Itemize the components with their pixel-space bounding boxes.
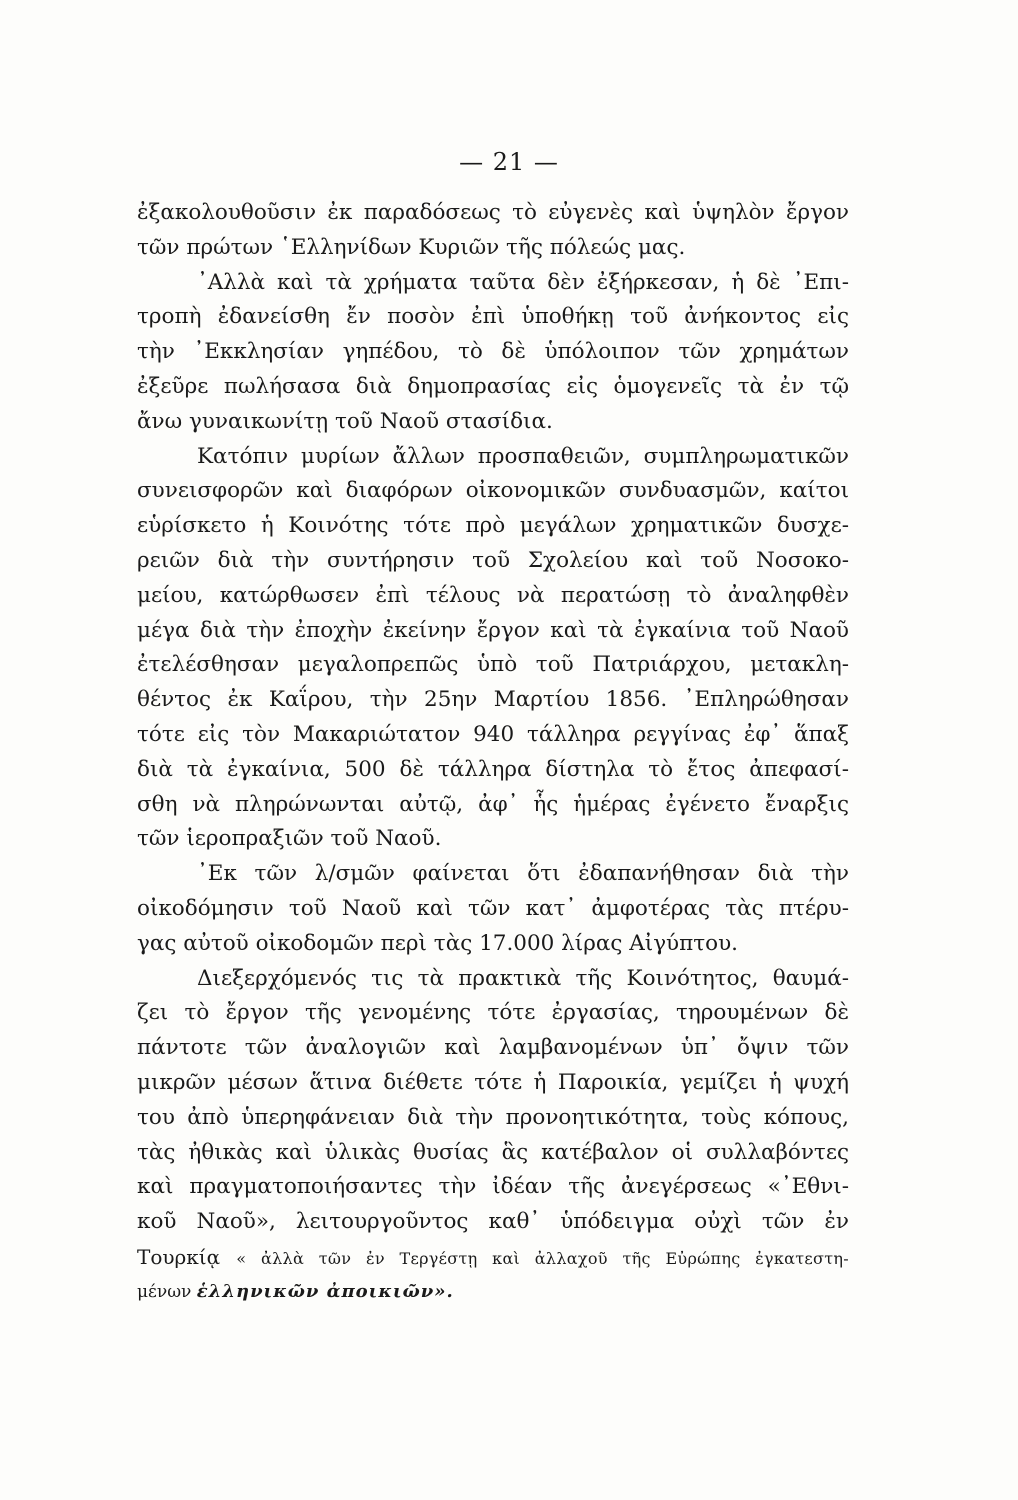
- text-line: ρειῶν διὰ τὴν συντήρησιν τοῦ Σχολείου καὶ τοῦ Νοσοκο-: [137, 547, 849, 573]
- text-line: του ἀπὸ ὑπερηφάνειαν διὰ τὴν προνοητικότητα, τοὺς κόπους,: [137, 1104, 849, 1130]
- text-line: διὰ τὰ ἐγκαίνια, 500 δὲ τάλληρα δίστηλα τὸ ἔτος ἀπεφασί-: [137, 756, 849, 782]
- text-line: ᾿Εκ τῶν λ/σμῶν φαίνεται ὅτι ἐδαπανήθησαν διὰ τὴν: [197, 861, 849, 887]
- text-line: σθη νὰ πληρώνωνται αὐτῷ, ἀφ᾿ ἧς ἡμέρας ἐγένετο ἔναρξις: [137, 791, 849, 817]
- page-number: — 21 —: [459, 148, 559, 176]
- text-line: ἐτελέσθησαν μεγαλοπρεπῶς ὑπὸ τοῦ Πατριάρχου, μετακλη-: [137, 652, 849, 678]
- text-line: Κατόπιν μυρίων ἄλλων προσπαθειῶν, συμπληρωματικῶν: [197, 443, 849, 469]
- text-line: τότε εἰς τὸν Μακαριώτατον 940 τάλληρα ρεγγίνας ἐφ᾿ ἅπαξ: [137, 721, 849, 747]
- text-line: τῶν πρώτων ῾Ελληνίδων Κυριῶν τῆς πόλεώς μας.: [137, 234, 686, 260]
- text-line: ἐξεῦρε πωλήσασα διὰ δημοπρασίας εἰς ὁμογενεῖς τὰ ἐν τῷ: [137, 373, 849, 399]
- text-line: [137, 1240, 849, 1275]
- text-line-lead: Τουρκίᾳ: [137, 1244, 221, 1269]
- text-line: μείου, κατώρθωσεν ἐπὶ τέλους νὰ περατώσῃ τὸ ἀναληφθὲν: [137, 582, 849, 608]
- text-line: [137, 1275, 849, 1310]
- text-line: τῶν ἱεροπραξιῶν τοῦ Ναοῦ.: [137, 826, 442, 852]
- text-line: ᾿Αλλὰ καὶ τὰ χρήματα ταῦτα δὲν ἐξήρκεσαν, ἡ δὲ ᾿Επι-: [197, 269, 849, 295]
- text-line-small: « ἀλλὰ τῶν ἐν Τεργέστῃ καὶ ἀλλαχοῦ τῆς Εὐρώπης ἐγκατεστη-: [236, 1248, 849, 1268]
- text-line: συνεισφορῶν καὶ διαφόρων οἰκονομικῶν συνδυασμῶν, καίτοι: [137, 478, 849, 504]
- text-line-bold: ἑλληνικῶν ἀποικιῶν».: [196, 1280, 454, 1302]
- body-text: [137, 196, 849, 1310]
- text-line: μέγα διὰ τὴν ἐποχὴν ἐκείνην ἔργον καὶ τὰ ἐγκαίνια τοῦ Ναοῦ: [137, 617, 849, 643]
- text-line-lead: μένων: [137, 1281, 192, 1302]
- text-line: οἰκοδόμησιν τοῦ Ναοῦ καὶ τῶν κατ᾿ ἀμφοτέρας τὰς πτέρυ-: [137, 895, 849, 921]
- text-line: θέντος ἐκ Καΐρου, τὴν 25ην Μαρτίου 1856. ᾿Επληρώθησαν: [137, 687, 849, 713]
- text-line: ζει τὸ ἔργον τῆς γενομένης τότε ἐργασίας, τηρουμένων δὲ: [137, 1000, 849, 1026]
- text-line: καὶ πραγματοποιήσαντες τὴν ἰδέαν τῆς ἀνεγέρσεως «᾿Εθνι-: [137, 1174, 849, 1200]
- text-line: πάντοτε τῶν ἀναλογιῶν καὶ λαμβανομένων ὑπ᾿ ὄψιν τῶν: [137, 1035, 849, 1061]
- text-line: ἄνω γυναικωνίτῃ τοῦ Ναοῦ στασίδια.: [137, 408, 553, 434]
- text-line: εὑρίσκετο ἡ Κοινότης τότε πρὸ μεγάλων χρηματικῶν δυσχε-: [137, 513, 849, 539]
- text-line: Διεξερχόμενός τις τὰ πρακτικὰ τῆς Κοινότητος, θαυμά-: [197, 965, 849, 991]
- text-line: τὰς ἠθικὰς καὶ ὑλικὰς θυσίας ἃς κατέβαλον οἱ συλλαβόντες: [137, 1139, 849, 1165]
- text-line: τὴν ᾿Εκκλησίαν γηπέδου, τὸ δὲ ὑπόλοιπον τῶν χρημάτων: [137, 339, 849, 365]
- text-line: τροπὴ ἐδανείσθη ἔν ποσὸν ἐπὶ ὑποθήκῃ τοῦ ἀνήκοντος εἰς: [137, 304, 849, 330]
- text-line: ἐξακολουθοῦσιν ἐκ παραδόσεως τὸ εὐγενὲς καὶ ὑψηλὸν ἔργον: [137, 200, 849, 225]
- text-line: γας αὐτοῦ οἰκοδομῶν περὶ τὰς 17.000 λίρας Αἰγύπτου.: [137, 930, 738, 956]
- text-line: μικρῶν μέσων ἅτινα διέθετε τότε ἡ Παροικία, γεμίζει ἡ ψυχή: [137, 1069, 849, 1095]
- text-line: κοῦ Ναοῦ», λειτουργοῦντος καθ᾿ ὑπόδειγμα οὐχὶ τῶν ἐν: [137, 1209, 849, 1235]
